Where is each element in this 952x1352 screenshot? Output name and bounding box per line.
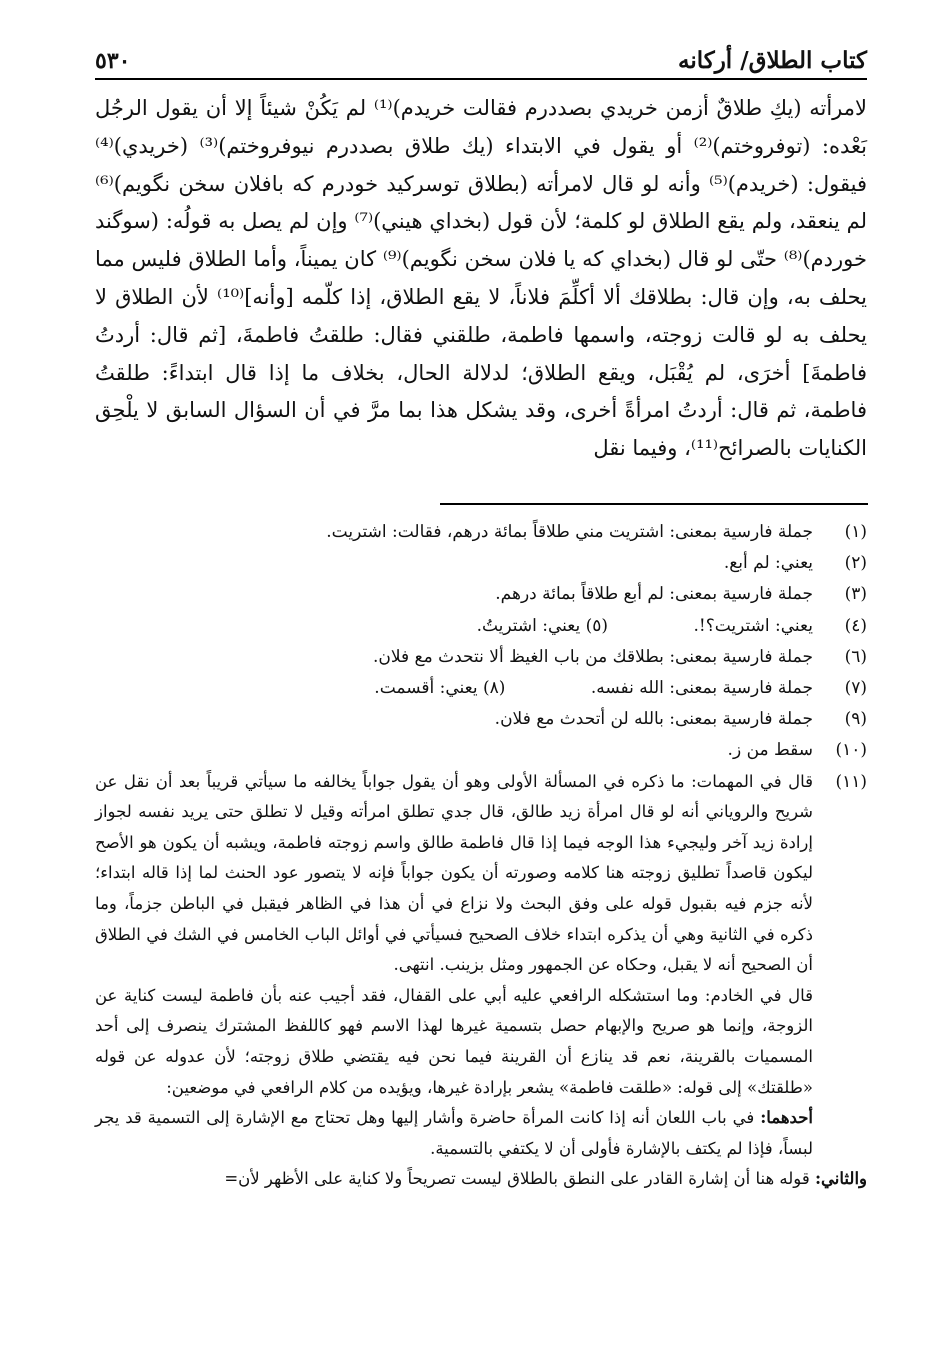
- page-number: ٥٣٠: [95, 48, 131, 74]
- footnote-number: (١): [844, 522, 867, 542]
- footnote-2: [95, 548, 867, 579]
- second-text: قوله هنا أن إشارة القادر على النطق بالطلاق ليست تصريحاً ولا كناية على الأظهر لأن=: [224, 1169, 810, 1189]
- footnote-11: [95, 767, 867, 981]
- page-header: [95, 34, 867, 74]
- footnote-text: جملة فارسية بمعنى: لم أبع طلاقاً بمائة درهم.: [495, 584, 813, 605]
- footnotes: [95, 517, 867, 1195]
- first-label: أحدهما:: [760, 1108, 814, 1128]
- footnote-text: جملة فارسية بمعنى: اشتريت مني طلاقاً بمائة درهم، فقالت: اشتريت.: [326, 522, 813, 542]
- footnote-text-pair: [95, 611, 813, 642]
- footnote-text: جملة فارسية بمعنى: بطلاقك من باب الغيظ ألا نتحدث مع فلان.: [372, 646, 813, 667]
- footnote-11-khadim: قال في الخادم: وما استشكله الرافعي عليه أبي على القفال، فقد أجيب عنه بأن فاطمة ليست كناية عن الزوجة، وإنما هو صريح والإبهام حصل بتسمية غيرها لهذا الاسم فهو كاللفظ المشترك ينصرف إلى أحد المسميات بالقرينة، نعم قد ينازع أن القرينة فيما نحن فيه يقتضي طلاق زوجته؛ لأن عدوله عن قوله «طلقتك» إلى قوله: «طلقت فاطمة» يشعر بإرادة غيرها، ويؤيده من كلام الرافعي في موضعين:: [95, 985, 813, 1097]
- footnote-number: (٨): [483, 678, 506, 699]
- footnote-number: (١١): [835, 771, 867, 792]
- footnote-divider: [440, 503, 868, 505]
- footnote-text: سقط من ز.: [727, 740, 813, 761]
- footnote-number: (٢): [844, 553, 867, 574]
- footnote-number: (٥): [585, 615, 609, 636]
- footnote-text: يعني: اشتريتُ.: [476, 615, 581, 636]
- footnote-1: [95, 517, 867, 548]
- main-paragraph: لامرأته (يكِ طلاقٌ أزمن خريدي بصددرم فقالت خريدم)⁽¹⁾ لم يَكُنْ شيئاً إلا أن يقول الرجُل بَعْده: (توفروختم)⁽²⁾ أو يقول في الابتداء (يك طلاق بصددرم نيوفروختم)⁽³⁾ (خريدي)⁽⁴⁾ فيقول: (خريدم)⁽⁵⁾ وأنه لو قال لامرأته (بطلاق توسركيد خودرم كه بافلان سخن نگويم)⁽⁶⁾ لم ينعقد، ولم يقع الطلاق لو كلمة؛ لأن قول (بخداي هيني)⁽⁷⁾ وإن لم يصل به قولُه: (سوگند خوردم)⁽⁸⁾ حتّى لو قال (بخداي كه يا فلان سخن نگويم)⁽⁹⁾ كان يميناً، وأما الطلاق فليس مما يحلف به، وإن قال: بطلاقك ألا أكلِّمَ فلاناً، لا يقع الطلاق، إذا كلّمه [وأنه]⁽¹⁰⁾ لأن الطلاق لا يحلف به لو قالت زوجته، واسمها فاطمة، طلقني فقال: طلقتُ فاطمةَ، [ثم قال: أردتُ فاطمةَ] أخرَى، لم يُقْبَل، ويقع الطلاق؛ لدلالة الحال، بخلاف ما إذا قال ابتداءً: طلقتُ فاطمة، ثم قال: أردتُ امرأةً أخرى، وقد يشكل هذا بما مرَّ في أن السؤال السابق لا يلْحِق الكنايات بالصرائح⁽¹¹⁾، وفيما نقل: [95, 96, 868, 461]
- footnote-11-first: [95, 1103, 813, 1164]
- footnote-11-second: [95, 1164, 867, 1195]
- main-body: [95, 90, 867, 468]
- footnote-number: (١٠): [835, 740, 867, 761]
- footnote-7-8: [95, 673, 867, 704]
- footnote-text: يعني: لم أبع.: [723, 553, 813, 574]
- footnote-4-5: [95, 611, 867, 642]
- header-divider: [95, 78, 867, 80]
- footnote-6: [95, 642, 867, 673]
- footnote-number: (٤): [844, 615, 867, 636]
- footnote-8: [374, 673, 505, 704]
- footnote-text: جملة فارسية بمعنى: الله نفسه.: [590, 678, 813, 699]
- footnote-9: [95, 704, 867, 735]
- footnote-text-pair: [95, 673, 813, 704]
- footnote-text: قال في المهمات: ما ذكره في المسألة الأولى وهو أن يقول جواباً يخالفه ما سيأتي قريباً بعد أن نقل عن شريح والروياني أنه لو قال امرأة زيد طالق، قال جدي تطلق امرأته وقيل لا تطلق حتى يريد نفسه لجواز إرادة زيد آخر وليجيء هذا الوجه فيما إذا قال فاطمة طالق واسم زوجته فاطمة، ويشبه أن يكون هو الأصح ليكون قاصداً تطليق زوجته هنا كلامه وصورته أن يكون جواباً فإنه لا يتصور عود الحنث لما إذا قاله ابتداء؛ لأنه جزم فيه بقبول قوله على وفق البحث ولا نزاع في أن هذا في الظاهر فيقبل في الباطن جزماً، وما ذكره في الثانية وهي أن يذكره ابتداء خلاف الصحيح فسيأتي في أوائل الباب الخامس في الشك في الطلاق أن الصحيح أنه لا يقبل، وحكاه عن الجمهور ومثل بزينب. انتهى.: [95, 771, 813, 975]
- footnote-text: جملة فارسية بمعنى: بالله لن أتحدث مع فلان.: [494, 709, 813, 730]
- footnote-number: (٦): [844, 646, 867, 667]
- footnote-number: (٣): [844, 584, 867, 605]
- second-label: والثاني:: [814, 1169, 867, 1189]
- footnote-text: يعني: أقسمت.: [374, 678, 478, 699]
- footnote-number: (٩): [844, 709, 867, 730]
- footnote-5: [477, 611, 609, 642]
- footnote-text: يعني: اشتريت؟!.: [693, 615, 813, 636]
- footnote-10: [95, 735, 867, 766]
- footnote-number: (٧): [844, 678, 867, 699]
- first-text: في باب اللعان أنه إذا كانت المرأة حاضرة وأشار إليها وهل تحتاج مع الإشارة إلى التسمية قد يجر لبساً، فإذا لم يكتف بالإشارة فأولى أن لا يكتفي بالتسمية.: [95, 1108, 813, 1158]
- running-title: كتاب الطلاق/ أركانه: [678, 47, 867, 74]
- footnote-3: [95, 579, 867, 610]
